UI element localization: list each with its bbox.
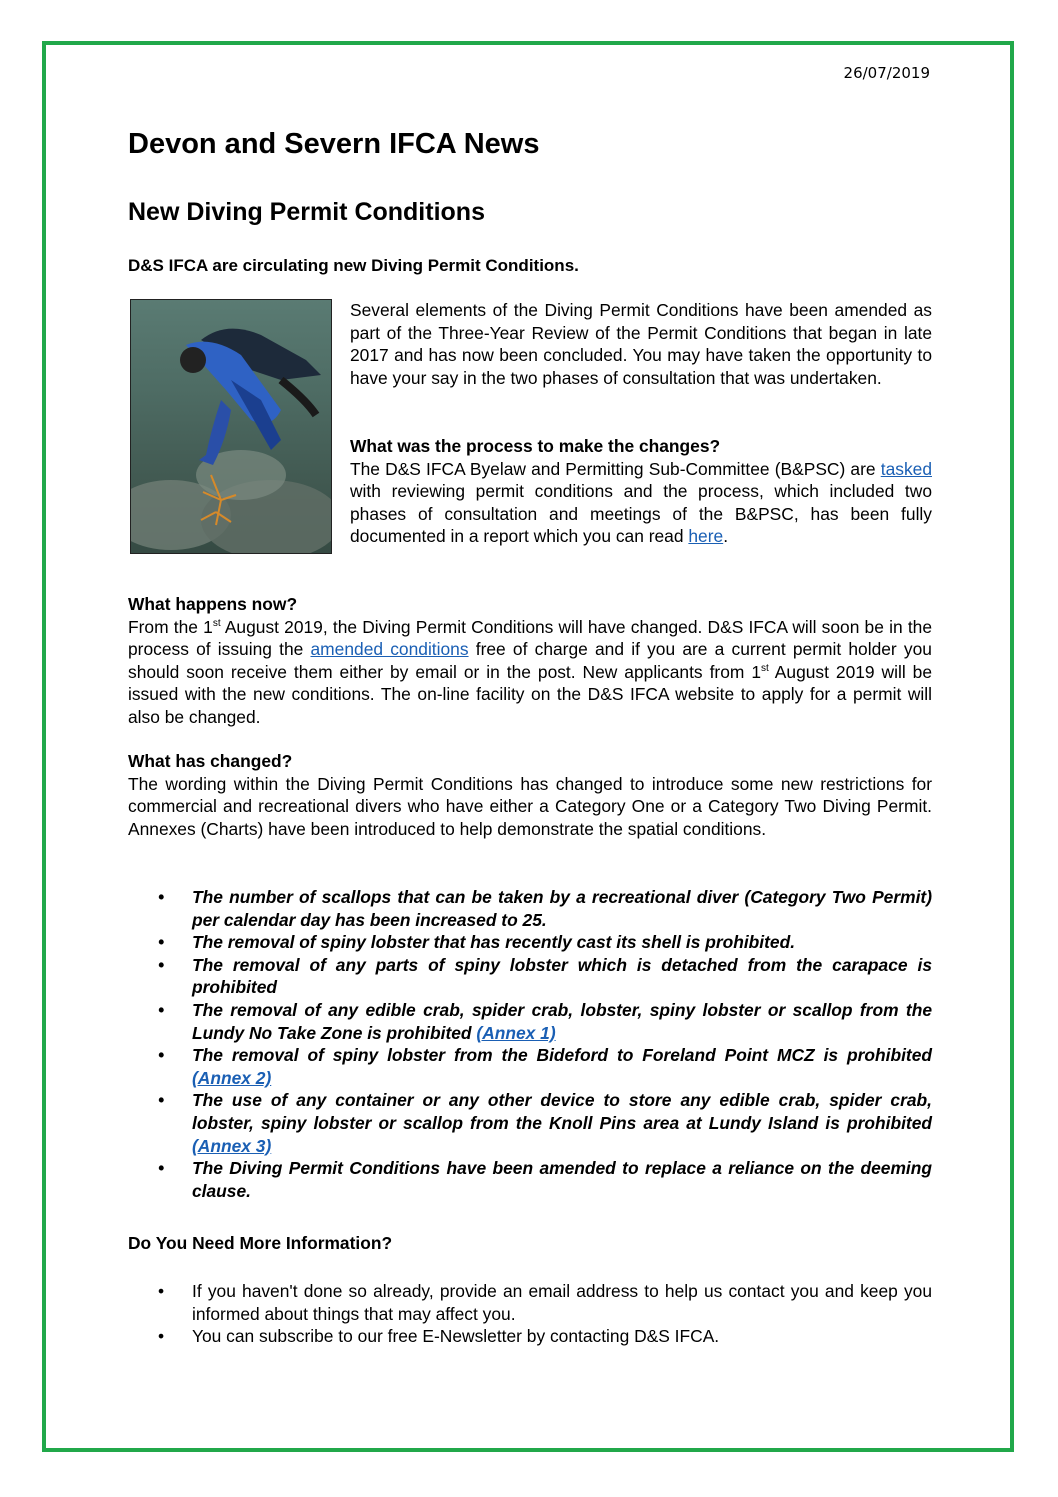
article-title: New Diving Permit Conditions — [128, 198, 485, 226]
what-changed-text: The wording within the Diving Permit Conditions has changed to introduce some new restrictions for commercial and recreational divers who have either a Category One or a Category Two Diving Permit. Annexes (Charts) have been introduced to help demonstrate the spatial conditions. — [128, 773, 932, 839]
diver-illustration — [131, 300, 331, 553]
what-changed-section — [128, 750, 932, 840]
article-lede: D&S IFCA are circulating new Diving Permit Conditions. — [128, 256, 579, 275]
changes-list — [158, 886, 932, 1202]
tasked-link[interactable]: tasked — [880, 458, 932, 479]
diver-photo — [130, 299, 332, 554]
bullet-icon: • — [158, 999, 165, 1020]
bullet-icon: • — [158, 1326, 165, 1347]
process-text-2: with reviewing permit conditions and the process, which included two phases of consultation and meetings of the B&PSC, has been fully documented in a report which you can read — [350, 481, 932, 547]
what-happens-section — [128, 593, 932, 729]
annex-3-link[interactable]: (Annex 3) — [192, 1135, 272, 1156]
bullet-icon: • — [158, 932, 165, 953]
process-section — [350, 435, 932, 548]
happens-t2: August 2019, the Diving Permit Conditions will have changed. D&S IFCA will soon be in the process of issuing the — [128, 616, 932, 660]
bullet-icon: • — [158, 1090, 165, 1111]
intro-paragraph: Several elements of the Diving Permit Conditions have been amended as part of the Three-Year Review of the Permit Conditions that began in late 2017 and has now been concluded. You may have taken the opportunity to have your say in the two phases of consultation that was undertaken. — [350, 300, 932, 388]
more-info-section — [128, 1232, 932, 1255]
list-item: • The removal of spiny lobster from the Bideford to Foreland Point MCZ is prohibited (Annex 2) — [158, 1045, 932, 1088]
list-item: • The Diving Permit Conditions have been amended to replace a reliance on the deeming clause. — [158, 1158, 932, 1201]
happens-sup1: st — [212, 617, 221, 629]
process-text-1: The D&S IFCA Byelaw and Permitting Sub-Committee (B&PSC) are — [350, 458, 876, 479]
page-title: Devon and Severn IFCA News — [128, 128, 540, 160]
report-here-link[interactable]: here — [688, 526, 724, 547]
bullet-icon: • — [158, 1045, 165, 1066]
happens-sup2: st — [761, 662, 769, 674]
bullet-icon: • — [158, 1281, 165, 1301]
happens-t4: August 2019 will be issued with the new conditions. The on-line facility on the D&S IFCA website to apply for a permit will also be changed. — [128, 661, 933, 727]
list-item: • The removal of spiny lobster that has recently cast its shell is prohibited. — [158, 932, 796, 953]
what-changed-heading: What has changed? — [128, 751, 293, 771]
more-info-heading: Do You Need More Information? — [128, 1233, 393, 1253]
annex-1-link[interactable]: (Annex 1) — [476, 1022, 556, 1043]
what-happens-heading: What happens now? — [128, 594, 298, 614]
bullet-icon: • — [158, 954, 165, 975]
document-date: 26/07/2019 — [843, 64, 930, 82]
list-item: • You can subscribe to our free E-Newsletter by contacting D&S IFCA. — [158, 1326, 720, 1347]
more-info-list — [158, 1280, 932, 1348]
bullet-icon: • — [158, 887, 165, 907]
list-item: • If you haven't done so already, provide an email address to help us contact you and keep you informed about things that may affect you. — [158, 1281, 932, 1324]
bullet-icon: • — [158, 1158, 165, 1179]
process-text-3: . — [723, 526, 729, 547]
amended-conditions-link[interactable]: amended conditions — [310, 639, 469, 660]
list-item: • The removal of any parts of spiny lobster which is detached from the carapace is prohibited — [158, 954, 932, 998]
annex-2-link[interactable]: (Annex 2) — [192, 1067, 272, 1088]
happens-t1: From the 1 — [128, 616, 213, 637]
process-heading: What was the process to make the changes? — [350, 436, 721, 456]
list-item: • The number of scallops that can be taken by a recreational diver (Category Two Permit) per calendar day has been increased to 25. — [158, 887, 932, 930]
list-item: • The removal of any edible crab, spider crab, lobster, spiny lobster or scallop from the Lundy No Take Zone is prohibited (Annex 1) — [158, 999, 932, 1043]
happens-t3: free of charge and if you are a current permit holder you should soon receive them either by email or in the post. New applicants from 1 — [128, 639, 932, 682]
list-item: • The use of any container or any other device to store any edible crab, spider crab, lobster, spiny lobster or scallop from the Knoll Pins area at Lundy Island is prohibited (Annex 3) — [158, 1090, 932, 1156]
